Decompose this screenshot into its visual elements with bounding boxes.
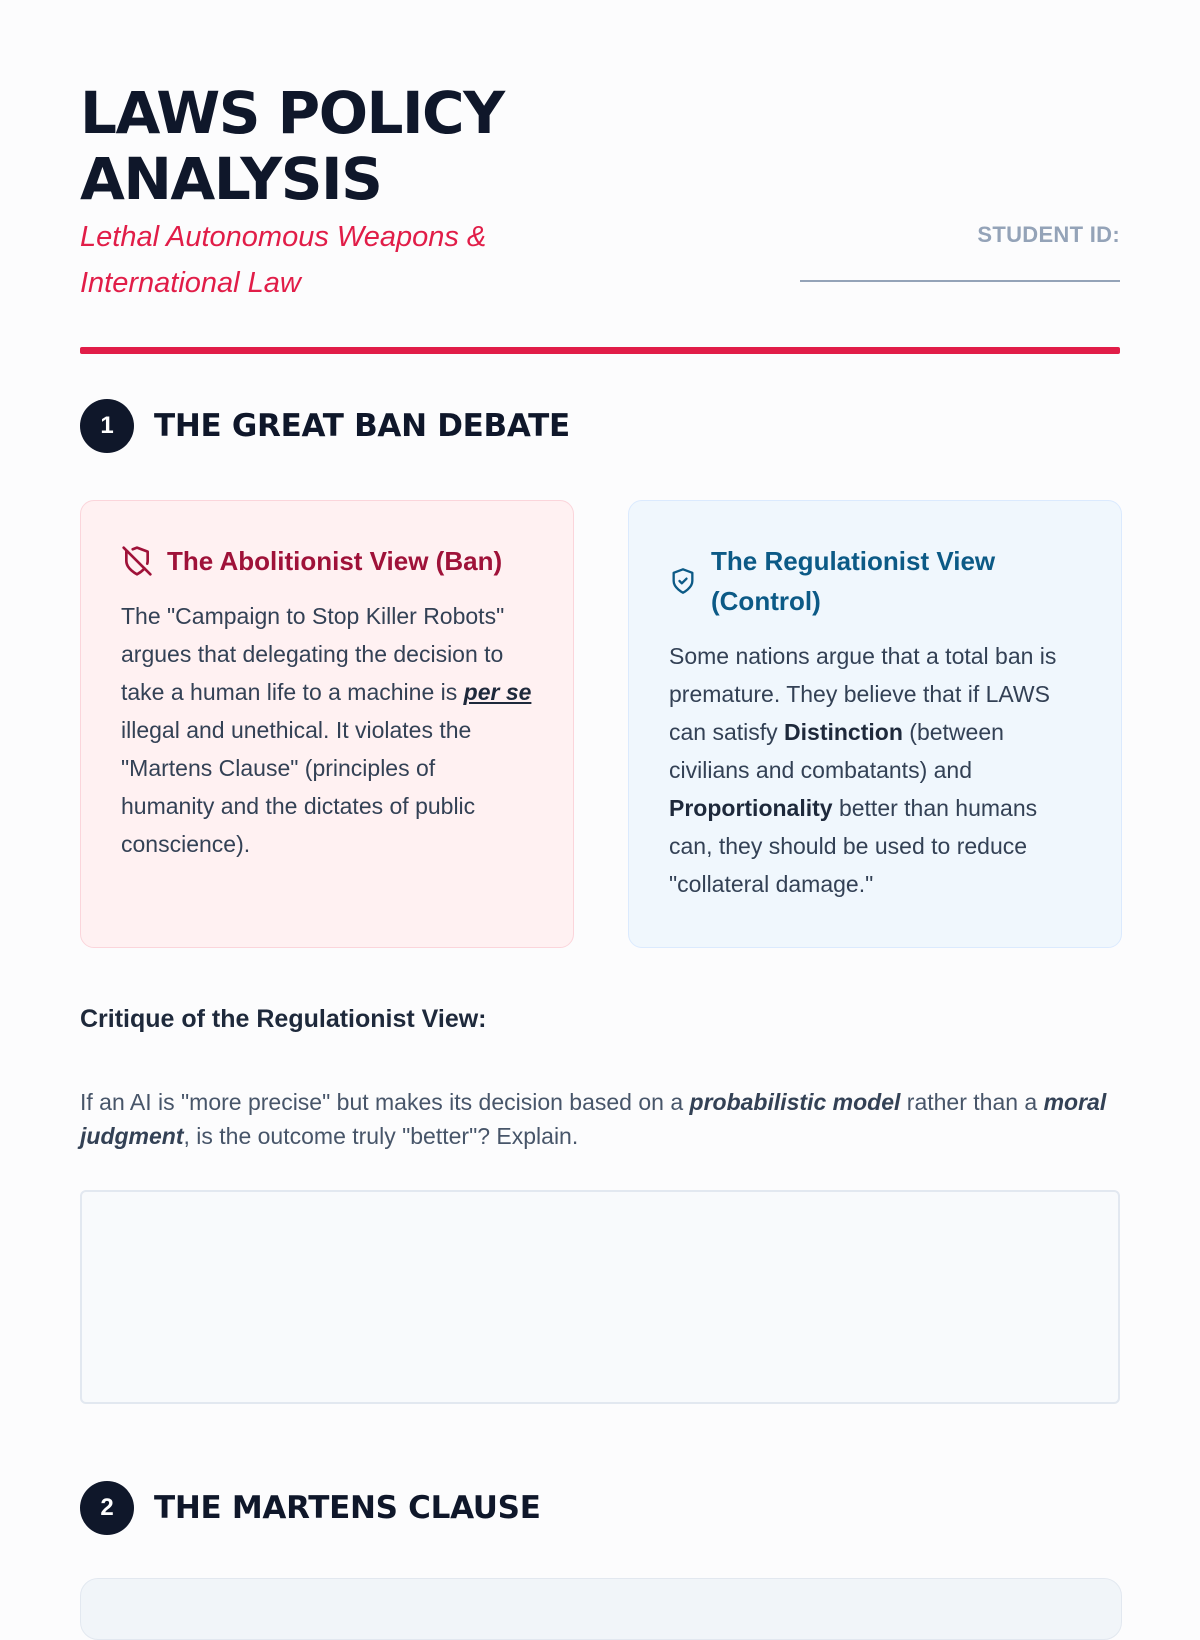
proportionality-term: Proportionality [669,795,833,821]
regulationist-card-title: The Regulationist View (Control) [711,546,996,616]
header-divider [80,347,1120,354]
abolitionist-card-text: The "Campaign to Stop Killer Robots" argues that delegating the decision to take a human life to a machine is per se illegal and unethical. It violates the "Martens Clause" (principles of humanity and the dictates of public conscience). [121,603,532,857]
abolitionist-card-title: The Abolitionist View (Ban) [167,546,503,576]
shield-off-icon [121,545,153,577]
probabilistic-model-term: probabilistic model [689,1089,901,1115]
per-se-emphasis: per se [463,679,532,705]
page-subtitle: Lethal Autonomous Weapons & International Law [80,221,487,299]
critique-prompt: If an AI is "more precise" but makes its decision based on a probabilistic model rather than a moral judgment, is the outcome truly "better"? Explain. [80,1089,1107,1149]
section-1-number-badge: 1 [80,399,134,453]
page-title: LAWS POLICY ANALYSIS [80,79,504,213]
abolitionist-card-header [121,541,533,581]
distinction-term: Distinction [784,719,903,745]
critique-title: Critique of the Regulationist View: [80,1005,487,1033]
regulationist-view-card [628,500,1122,948]
section-2-number-badge: 2 [80,1481,134,1535]
regulationist-card-text: Some nations argue that a total ban is premature. They believe that if LAWS can satisfy Distinction (between civilians and combatants) and Proportionality better than humans can, they should be used to reduce "collateral damage." [669,643,1057,897]
critique-answer-input[interactable] [80,1190,1120,1404]
abolitionist-view-card [80,500,574,948]
martens-clause-card [80,1578,1122,1640]
student-id-field[interactable] [800,280,1120,282]
shield-check-icon [669,567,697,595]
student-id-label: STUDENT ID: [977,222,1120,247]
regulationist-card-header [669,541,1081,621]
section-1-title: THE GREAT BAN DEBATE [154,408,570,444]
moral-judgment-term: moral judgment [80,1089,1107,1149]
section-2-title: THE MARTENS CLAUSE [154,1490,541,1526]
